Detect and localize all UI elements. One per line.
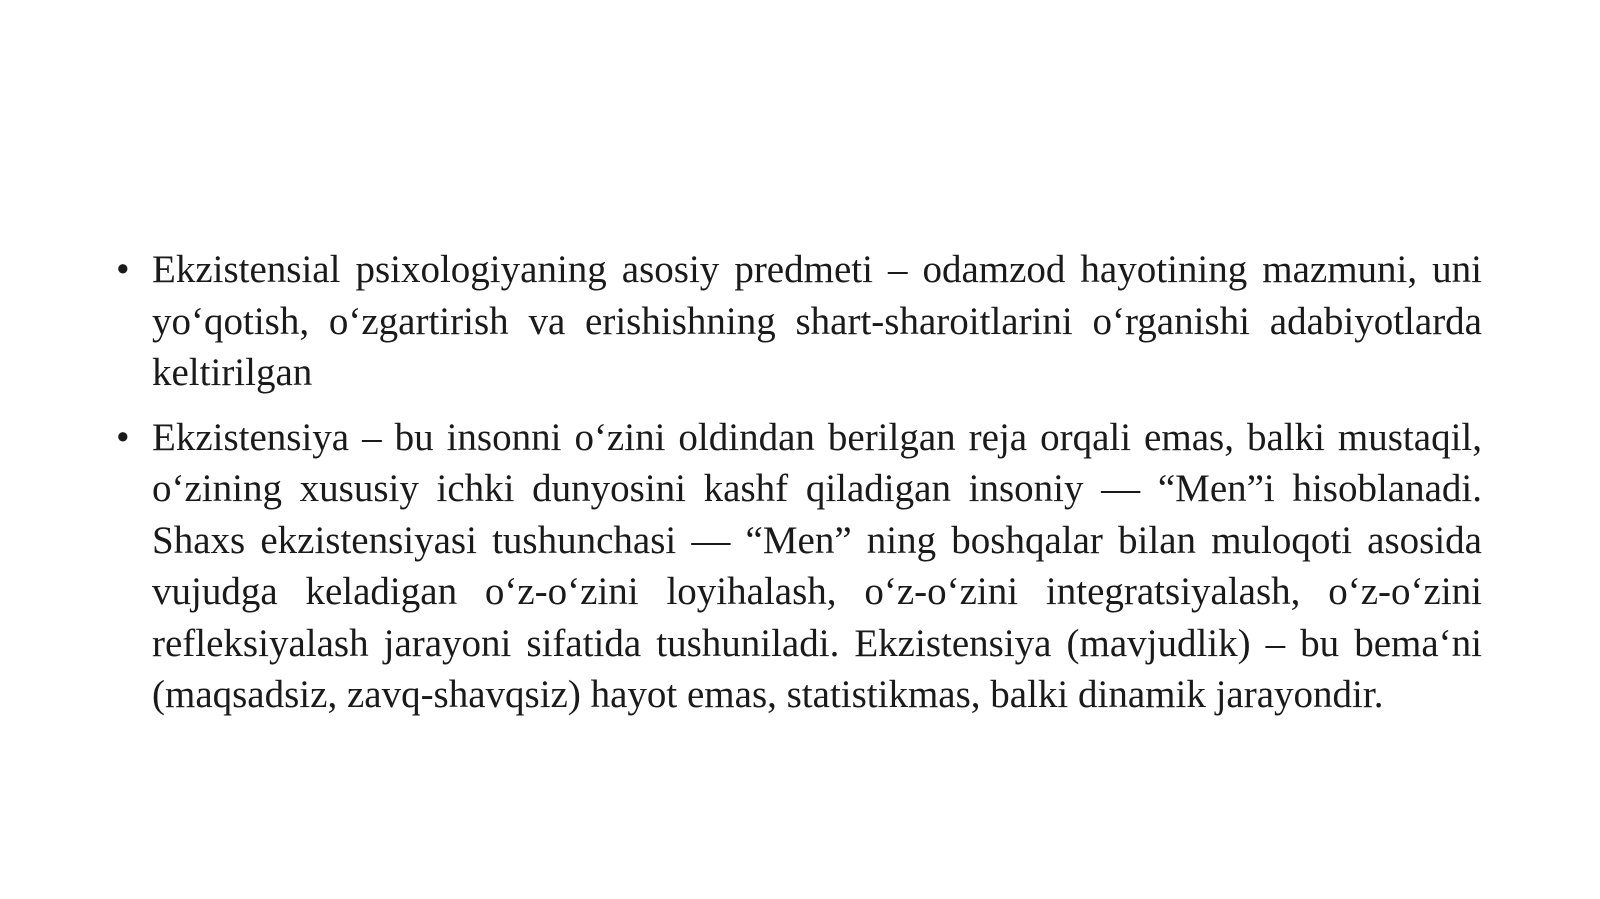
bullet-marker: • <box>116 248 130 291</box>
bullet-marker: • <box>116 415 130 459</box>
bullet-item-2 <box>116 412 1482 721</box>
bullet-item-1 <box>116 244 1482 399</box>
bullet-list <box>116 244 1482 734</box>
bullet-text: Ekzistensial psixologiyaning asosiy predmeti – odamzod hayotining mazmuni, uni yoʻqotish, oʻzgartirish va erishishning shart-sharoitlarini oʻrganishi adabiyotlarda keltirilgan <box>152 248 1482 394</box>
bullet-text: Ekzistensiya – bu insonni oʻzini oldindan berilgan reja orqali emas, balki mustaqil, oʻzining xususiy ichki dunyosini kashf qiladigan insoniy — “Men”i hisoblanadi. Shaxs ekzistensiyasi tushunchasi — “Men” ning boshqalar bilan muloqoti asosida vujudga keladigan oʻz-oʻzini loyihalash, oʻz-oʻzini integratsiyalash, oʻz-oʻzini refleksiyalash jarayoni sifatida tushuniladi. Ekzistensiya (mavjudlik) – bu bemaʻni (maqsadsiz, zavq-shavqsiz) hayot emas, statistikmas, balki dinamik jarayondir. <box>152 415 1482 716</box>
